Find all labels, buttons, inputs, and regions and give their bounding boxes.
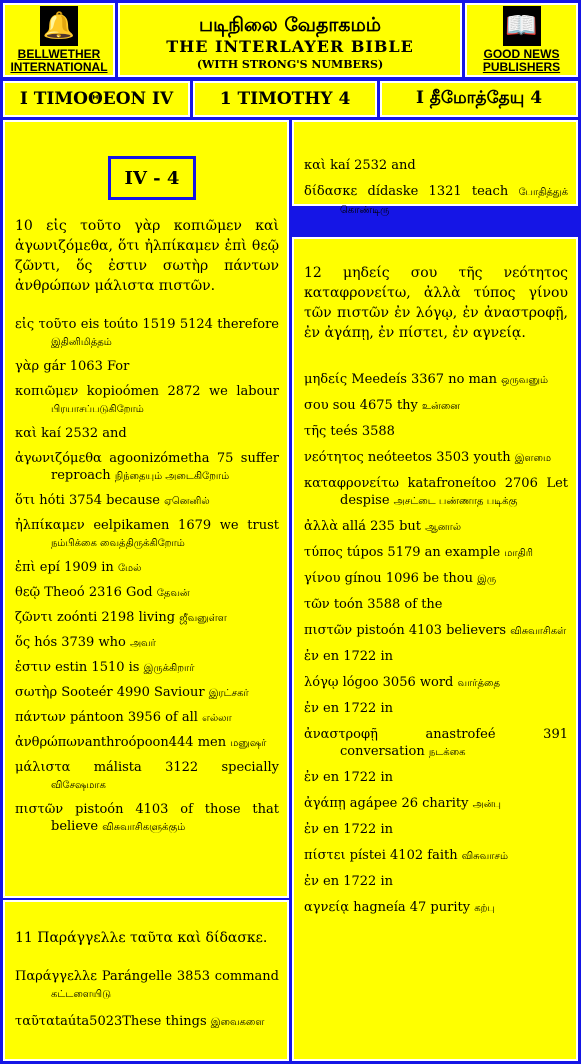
greek-word: ἀγωνιζόμεθα xyxy=(15,451,102,466)
greek-word: εἰς τοῦτο xyxy=(15,317,77,332)
tamil-gloss: விசுவாசிகள் xyxy=(510,626,567,637)
translit-strong-english: agoonizómetha 75 suffer reproach xyxy=(51,451,279,483)
tamil-gloss: இவைகளை xyxy=(210,1017,265,1028)
verse-11-panel xyxy=(3,900,289,1061)
translit-strong-english: agápee 26 charity xyxy=(345,796,469,811)
greek-word: λόγῳ xyxy=(304,675,339,690)
translit-strong-english: en 1722 in xyxy=(318,874,393,889)
translit-strong-english: epí 1909 in xyxy=(35,560,114,575)
verse-10-entries xyxy=(15,316,279,836)
greek-word: νεότητος xyxy=(304,450,364,465)
verse-12-entries xyxy=(304,371,568,917)
word-entry xyxy=(304,475,568,510)
translit-strong-english: teés 3588 xyxy=(326,424,395,439)
greek-word: τῆς xyxy=(304,424,327,439)
tamil-gloss: உன்னை xyxy=(422,401,460,412)
tamil-gloss: விசேஷமாக xyxy=(51,780,106,791)
translit-strong-english: sou 4675 thy xyxy=(328,398,418,413)
translit-strong-english: en 1722 in xyxy=(318,770,393,785)
tamil-gloss: இதினிமித்தம் xyxy=(51,337,112,348)
tamil-gloss: அன்பு xyxy=(472,799,501,810)
greek-word: ἐστιν xyxy=(15,660,52,675)
greek-word: πίστει xyxy=(304,848,346,863)
verse-11-entries xyxy=(15,968,279,1031)
word-entry xyxy=(15,709,279,727)
translit-strong-english: Sooteér 4990 Saviour xyxy=(57,685,205,700)
tamil-gloss: ஆனால் xyxy=(425,522,462,533)
chapter-ref: IV - 4 xyxy=(108,156,196,200)
greek-word: ἐν xyxy=(304,822,319,837)
word-entry xyxy=(304,622,568,640)
tamil-gloss: இளமை xyxy=(514,453,552,464)
word-entry xyxy=(304,648,568,666)
tamil-gloss: எல்லா xyxy=(202,713,232,724)
word-entry xyxy=(15,759,279,794)
translit-strong-english: hós 3739 who xyxy=(30,635,126,650)
greek-word: καὶ xyxy=(15,426,38,441)
greek-word: ταῦτα xyxy=(15,1014,55,1029)
word-entry xyxy=(15,358,279,376)
word-entry xyxy=(15,1013,279,1031)
tamil-gloss: மாதிரி xyxy=(504,548,533,559)
tamil-gloss: போதித்துக் கொண்டிரு xyxy=(340,187,568,216)
word-entry xyxy=(304,570,568,588)
greek-word: ἐν xyxy=(304,649,319,664)
tamil-gloss: இரு xyxy=(477,574,497,585)
bell-icon: 🔔 xyxy=(40,6,78,46)
greek-word: κοπιῶμεν xyxy=(15,384,79,399)
book-english-label: 1 TIMOTHY 4 xyxy=(219,89,351,109)
translit-strong-english: pistoón 4103 believers xyxy=(352,623,507,638)
word-entry xyxy=(304,899,568,917)
translit-strong-english: anthroópoon444 men xyxy=(84,735,227,750)
greek-word: σου xyxy=(304,398,329,413)
word-entry xyxy=(15,684,279,702)
word-entry xyxy=(304,821,568,839)
greek-word: ἐν xyxy=(304,770,319,785)
word-entry xyxy=(304,769,568,787)
greek-word: γὰρ xyxy=(15,359,40,374)
greek-word: ἀγάπῃ xyxy=(304,796,346,811)
word-entry xyxy=(15,609,279,627)
tamil-gloss: கட்டளையிடு xyxy=(51,989,111,1000)
translit-strong-english: kaí 2532 and xyxy=(326,158,416,173)
tamil-gloss: வார்த்தை xyxy=(457,678,501,689)
greek-word: μηδείς xyxy=(304,372,348,387)
greek-word: ζῶντι xyxy=(15,610,53,625)
word-entry xyxy=(304,423,568,441)
translit-strong-english: anastrofeé 391 conversation xyxy=(340,727,568,759)
greek-word: ἀναστροφῇ xyxy=(304,727,378,742)
tamil-gloss: மேல் xyxy=(117,563,142,574)
verse-11-heading: 11 Παράγγελλε ταῦτα καὶ δίδασκε. xyxy=(15,930,268,946)
translit-strong-english: hagneía 47 purity xyxy=(349,900,471,915)
greek-word: ὅτι xyxy=(15,493,36,508)
greek-word: τύπος xyxy=(304,545,343,560)
word-entry xyxy=(15,450,279,485)
translit-strong-english: allá 235 but xyxy=(338,519,421,534)
greek-word: καταφρονείτω xyxy=(304,476,399,491)
translit-strong-english: dídaske 1321 teach xyxy=(357,184,509,199)
greek-word: θεῷ xyxy=(15,585,41,600)
good-news-logo-text: GOOD NEWS PUBLISHERS xyxy=(482,47,561,74)
translit-strong-english: en 1722 in xyxy=(318,649,393,664)
tamil-gloss: நிந்தையும் அடைகிறோம் xyxy=(114,471,230,482)
word-entry xyxy=(304,183,568,219)
translit-strong-english: málista 3122 specially xyxy=(70,760,279,775)
tamil-gloss: நம்பிக்கை வைத்திருக்கிறோம் xyxy=(51,538,185,549)
word-entry xyxy=(304,847,568,865)
word-entry xyxy=(304,397,568,415)
translit-strong-english: Parángelle 3853 command xyxy=(97,969,279,984)
translit-strong-english: gínou 1096 be thou xyxy=(340,571,473,586)
word-entry xyxy=(15,425,279,443)
greek-word: τῶν xyxy=(304,597,330,612)
word-entry xyxy=(304,700,568,718)
translit-strong-english: eelpikamen 1679 we trust xyxy=(84,518,279,533)
translit-strong-english: pántoon 3956 of all xyxy=(65,710,198,725)
greek-word: Παράγγελλε xyxy=(15,969,98,984)
tamil-gloss: ஜீவனுள்ள xyxy=(179,613,227,624)
translit-strong-english: lógoo 3056 word xyxy=(338,675,454,690)
translit-strong-english: zoónti 2198 living xyxy=(52,610,176,625)
book-english xyxy=(193,81,377,117)
translit-strong-english: taúta5023These things xyxy=(54,1014,207,1029)
tamil-gloss: இரட்சகர் xyxy=(208,688,249,699)
word-entry xyxy=(304,674,568,692)
word-entry xyxy=(304,518,568,536)
tamil-gloss: ஒருவனும் xyxy=(501,375,549,386)
verse-11-cont-entries xyxy=(304,157,568,219)
verse-10-heading: 10 εἰς τοῦτο γὰρ κοπιῶμεν καὶ ἀγωνιζόμεθα, ὅτι ἠλπίκαμεν ἐπὶ θεῷ ζῶντι, ὅς ἐστιν σωτὴρ πάντων ἀνθρώπων μάλιστα πιστῶν. xyxy=(15,218,279,294)
translit-strong-english: estin 1510 is xyxy=(51,660,140,675)
greek-word: μάλιστα xyxy=(15,760,71,775)
word-entry xyxy=(15,584,279,602)
word-entry xyxy=(304,795,568,813)
greek-word: καὶ xyxy=(304,158,327,173)
word-entry xyxy=(15,492,279,510)
translit-strong-english: Meedeís 3367 no man xyxy=(347,372,497,387)
good-news-logo xyxy=(465,3,578,77)
word-entry xyxy=(15,316,279,351)
greek-word: πάντων xyxy=(15,710,66,725)
translit-strong-english: hóti 3754 because xyxy=(35,493,160,508)
translit-strong-english: katafroneítoo 2706 Let despise xyxy=(340,476,568,508)
translit-strong-english: pístei 4102 faith xyxy=(345,848,458,863)
greek-word: δίδασκε xyxy=(304,184,358,199)
greek-word: σωτὴρ xyxy=(15,685,58,700)
greek-word: ἐν xyxy=(304,874,319,889)
book-icon: 📖 xyxy=(503,6,541,46)
word-entry xyxy=(304,371,568,389)
tamil-gloss: அசட்டை பண்ணாத படிக்கு xyxy=(393,496,518,507)
title-main: THE INTERLAYER BIBLE xyxy=(166,37,414,56)
translit-strong-english: toón 3588 of the xyxy=(329,597,443,612)
greek-word: γίνου xyxy=(304,571,341,586)
tamil-gloss: நடக்கை xyxy=(428,747,466,758)
title-sub: (WITH STRONG'S NUMBERS) xyxy=(196,58,384,71)
bellwether-logo xyxy=(3,3,115,77)
greek-word: ὅς xyxy=(15,635,31,650)
translit-strong-english: eis toúto 1519 5124 therefore xyxy=(76,317,280,332)
tamil-gloss: மனுஷர் xyxy=(230,738,267,749)
translit-strong-english: gár 1063 For xyxy=(39,359,130,374)
greek-word: ἐπὶ xyxy=(15,560,36,575)
word-entry xyxy=(15,634,279,652)
bellwether-logo-text: BELLWETHER INTERNATIONAL xyxy=(10,47,108,74)
word-entry xyxy=(15,517,279,552)
greek-word: πιστῶν xyxy=(304,623,353,638)
book-tamil-label: I தீமோத்தேயு 4 xyxy=(415,88,543,108)
word-entry xyxy=(15,734,279,752)
tamil-gloss: இருக்கிறார் xyxy=(143,663,195,674)
word-entry xyxy=(304,873,568,891)
word-entry xyxy=(304,157,568,175)
verse-12-panel xyxy=(292,237,578,1061)
tamil-gloss: விசுவாசம் xyxy=(461,851,508,862)
tamil-gloss: பிரயாசப்படுகிறோம் xyxy=(51,404,144,415)
translit-strong-english: kaí 2532 and xyxy=(37,426,127,441)
greek-word: πιστῶν xyxy=(15,802,64,817)
book-greek-label: I TIMOΘEON IV xyxy=(19,89,174,109)
book-tamil xyxy=(380,81,578,117)
word-entry xyxy=(304,596,568,614)
verse-11-cont-panel xyxy=(292,120,578,216)
translit-strong-english: neóteetos 3503 youth xyxy=(363,450,511,465)
word-entry xyxy=(15,559,279,577)
tamil-gloss: விசுவாசிகளுக்கும் xyxy=(102,822,186,833)
word-entry xyxy=(304,726,568,761)
word-entry xyxy=(304,544,568,562)
translit-strong-english: en 1722 in xyxy=(318,701,393,716)
tamil-gloss: தேவன் xyxy=(156,588,190,599)
translit-strong-english: en 1722 in xyxy=(318,822,393,837)
translit-strong-english: túpos 5179 an example xyxy=(342,545,501,560)
greek-word: ἀλλὰ xyxy=(304,519,339,534)
tamil-gloss: அவர் xyxy=(129,638,156,649)
word-entry xyxy=(15,659,279,677)
book-greek xyxy=(3,81,190,117)
greek-word: ἐν xyxy=(304,701,319,716)
word-entry xyxy=(15,383,279,418)
word-entry xyxy=(15,801,279,836)
page-title xyxy=(118,3,462,77)
verse-10-panel xyxy=(3,120,289,898)
word-entry xyxy=(304,449,568,467)
translit-strong-english: kopioómen 2872 we labour xyxy=(78,384,279,399)
title-tamil: படிநிலை வேதாகமம் xyxy=(198,14,382,36)
tamil-gloss: ஏனெனில் xyxy=(164,496,210,507)
translit-strong-english: Theoó 2316 God xyxy=(40,585,153,600)
greek-word: ἀνθρώπων xyxy=(15,735,85,750)
greek-word: ἠλπίκαμεν xyxy=(15,518,85,533)
greek-word: αγνείᾳ xyxy=(304,900,350,915)
translit-strong-english: pistoón 4103 of those that believe xyxy=(51,802,279,834)
word-entry xyxy=(15,968,279,1003)
verse-12-heading: 12 μηδείς σου τῆς νεότητος καταφρονείτω, ἀλλὰ τύπος γίνου τῶν πιστῶν ἐν λόγῳ, ἐν ἀναστροφῇ, ἐν ἀγάπῃ, ἐν πίστει, ἐν αγνείᾳ. xyxy=(304,265,568,341)
tamil-gloss: கற்பு xyxy=(474,903,495,914)
